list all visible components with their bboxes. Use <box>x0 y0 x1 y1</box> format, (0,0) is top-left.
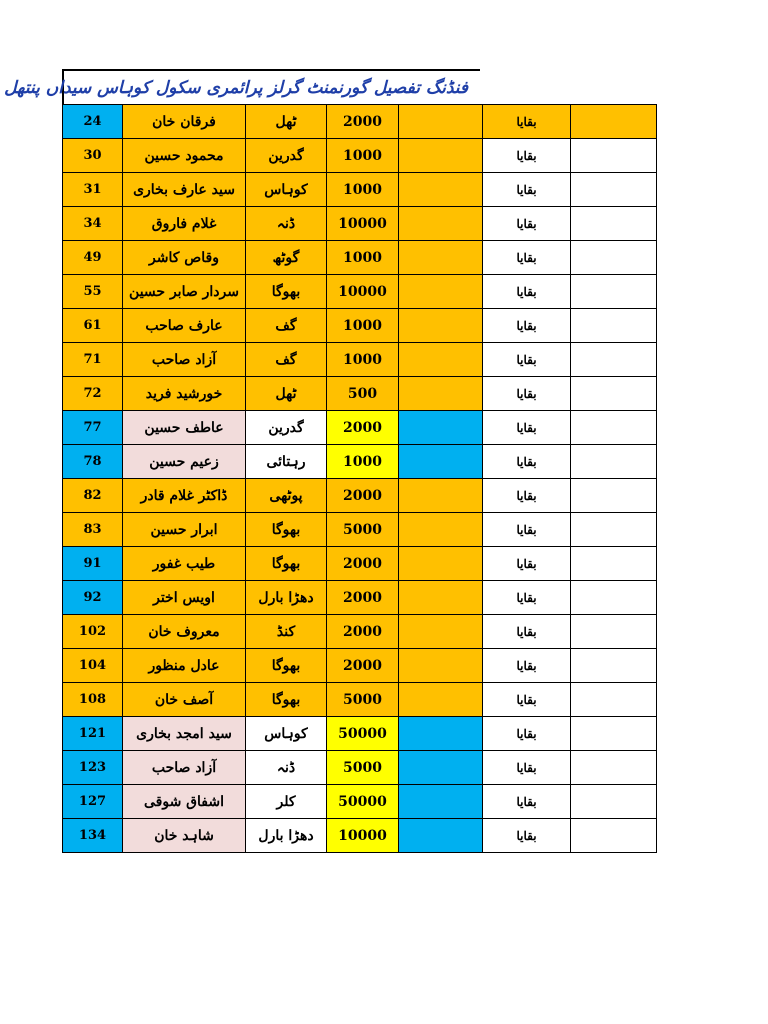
cell-status[interactable]: بقایا <box>483 139 571 173</box>
table-row <box>63 819 657 853</box>
cell-blank[interactable] <box>399 411 483 445</box>
cell-blank[interactable] <box>399 207 483 241</box>
table-row <box>63 139 657 173</box>
cell-extra[interactable] <box>571 241 657 275</box>
cell-amount[interactable]: 1000 <box>327 139 399 173</box>
cell-number[interactable]: 55 <box>63 275 123 309</box>
cell-extra[interactable] <box>571 105 657 139</box>
cell-status[interactable]: بقایا <box>483 241 571 275</box>
table-row <box>63 479 657 513</box>
cell-place[interactable]: پوٹھی <box>246 479 327 513</box>
cell-status[interactable]: بقایا <box>483 547 571 581</box>
table-row <box>63 547 657 581</box>
cell-blank[interactable] <box>399 343 483 377</box>
cell-amount[interactable]: 2000 <box>327 411 399 445</box>
cell-status[interactable]: بقایا <box>483 649 571 683</box>
table-row <box>63 513 657 547</box>
cell-amount[interactable]: 1000 <box>327 173 399 207</box>
cell-place[interactable]: ٹھل <box>246 105 327 139</box>
cell-status[interactable]: بقایا <box>483 479 571 513</box>
cell-extra[interactable] <box>571 411 657 445</box>
cell-amount[interactable]: 1000 <box>327 309 399 343</box>
cell-extra[interactable] <box>571 581 657 615</box>
cell-number[interactable]: 34 <box>63 207 123 241</box>
cell-place[interactable]: ٹھل <box>246 377 327 411</box>
table-row <box>63 785 657 819</box>
cell-place[interactable]: کوہاس <box>246 173 327 207</box>
cell-amount[interactable]: 2000 <box>327 479 399 513</box>
cell-blank[interactable] <box>399 751 483 785</box>
cell-name[interactable]: فرقان خان <box>123 105 246 139</box>
cell-extra[interactable] <box>571 615 657 649</box>
table-row <box>63 275 657 309</box>
cell-blank[interactable] <box>399 309 483 343</box>
cell-blank[interactable] <box>399 377 483 411</box>
cell-amount[interactable]: 1000 <box>327 445 399 479</box>
cell-name[interactable]: آصف خان <box>123 683 246 717</box>
cell-extra[interactable] <box>571 649 657 683</box>
cell-name[interactable]: طیب غفور <box>123 547 246 581</box>
cell-status[interactable]: بقایا <box>483 309 571 343</box>
cell-status[interactable]: بقایا <box>483 751 571 785</box>
cell-amount[interactable]: 2000 <box>327 615 399 649</box>
cell-name[interactable]: ڈاکٹر غلام قادر <box>123 479 246 513</box>
cell-status[interactable]: بقایا <box>483 173 571 207</box>
cell-status[interactable]: بقایا <box>483 445 571 479</box>
cell-name[interactable]: عارف صاحب <box>123 309 246 343</box>
cell-place[interactable]: گدرین <box>246 411 327 445</box>
cell-number[interactable]: 108 <box>63 683 123 717</box>
cell-extra[interactable] <box>571 207 657 241</box>
cell-blank[interactable] <box>399 615 483 649</box>
cell-number[interactable]: 83 <box>63 513 123 547</box>
cell-place[interactable]: بھوگا <box>246 275 327 309</box>
cell-amount[interactable]: 1000 <box>327 343 399 377</box>
cell-extra[interactable] <box>571 819 657 853</box>
cell-name[interactable]: عادل منظور <box>123 649 246 683</box>
cell-blank[interactable] <box>399 241 483 275</box>
cell-number[interactable]: 49 <box>63 241 123 275</box>
cell-number[interactable]: 102 <box>63 615 123 649</box>
cell-place[interactable]: کلر <box>246 785 327 819</box>
cell-extra[interactable] <box>571 479 657 513</box>
cell-place[interactable]: گوٹھ <box>246 241 327 275</box>
cell-number[interactable]: 82 <box>63 479 123 513</box>
cell-place[interactable]: گدرین <box>246 139 327 173</box>
cell-amount[interactable]: 2000 <box>327 649 399 683</box>
cell-name[interactable]: شاہد خان <box>123 819 246 853</box>
cell-amount[interactable]: 2000 <box>327 105 399 139</box>
cell-status[interactable]: بقایا <box>483 581 571 615</box>
cell-name[interactable]: اشفاق شوقی <box>123 785 246 819</box>
cell-place[interactable]: بھوگا <box>246 683 327 717</box>
cell-place[interactable]: رہتائی <box>246 445 327 479</box>
cell-blank[interactable] <box>399 139 483 173</box>
cell-number[interactable]: 91 <box>63 547 123 581</box>
cell-name[interactable]: آزاد صاحب <box>123 343 246 377</box>
cell-name[interactable]: زعیم حسین <box>123 445 246 479</box>
cell-amount[interactable]: 500 <box>327 377 399 411</box>
cell-blank[interactable] <box>399 547 483 581</box>
cell-amount[interactable]: 2000 <box>327 547 399 581</box>
cell-status[interactable]: بقایا <box>483 105 571 139</box>
cell-status[interactable]: بقایا <box>483 411 571 445</box>
cell-blank[interactable] <box>399 445 483 479</box>
cell-number[interactable]: 31 <box>63 173 123 207</box>
cell-place[interactable]: دھڑا بارل <box>246 581 327 615</box>
cell-extra[interactable] <box>571 751 657 785</box>
cell-extra[interactable] <box>571 717 657 751</box>
table-row <box>63 343 657 377</box>
funding-table <box>62 104 657 853</box>
table-row <box>63 411 657 445</box>
table-row <box>63 649 657 683</box>
cell-status[interactable]: بقایا <box>483 717 571 751</box>
cell-extra[interactable] <box>571 547 657 581</box>
table-row <box>63 207 657 241</box>
cell-name[interactable]: عاطف حسین <box>123 411 246 445</box>
table-row <box>63 241 657 275</box>
cell-blank[interactable] <box>399 819 483 853</box>
cell-blank[interactable] <box>399 785 483 819</box>
cell-number[interactable]: 71 <box>63 343 123 377</box>
table-row <box>63 717 657 751</box>
cell-place[interactable]: ڈنہ <box>246 751 327 785</box>
cell-name[interactable]: ابرار حسین <box>123 513 246 547</box>
cell-name[interactable]: آزاد صاحب <box>123 751 246 785</box>
cell-number[interactable]: 123 <box>63 751 123 785</box>
cell-number[interactable]: 121 <box>63 717 123 751</box>
cell-blank[interactable] <box>399 649 483 683</box>
cell-place[interactable]: بھوگا <box>246 649 327 683</box>
cell-amount[interactable]: 2000 <box>327 581 399 615</box>
table-row <box>63 445 657 479</box>
cell-number[interactable]: 78 <box>63 445 123 479</box>
table-row <box>63 751 657 785</box>
table-row <box>63 309 657 343</box>
cell-extra[interactable] <box>571 377 657 411</box>
sheet-title: فنڈنگ تفصیل گورنمنٹ گرلز پرائمری سکول کوہاس سیداں پنتھل <box>4 78 468 98</box>
cell-blank[interactable] <box>399 513 483 547</box>
cell-place[interactable]: بھوگا <box>246 513 327 547</box>
cell-blank[interactable] <box>399 717 483 751</box>
cell-amount[interactable]: 10000 <box>327 207 399 241</box>
cell-status[interactable]: بقایا <box>483 275 571 309</box>
table-row <box>63 615 657 649</box>
cell-amount[interactable]: 5000 <box>327 751 399 785</box>
cell-number[interactable]: 127 <box>63 785 123 819</box>
cell-place[interactable]: دھڑا بارل <box>246 819 327 853</box>
cell-blank[interactable] <box>399 683 483 717</box>
table-row <box>63 105 657 139</box>
cell-extra[interactable] <box>571 343 657 377</box>
cell-place[interactable]: کنڈ <box>246 615 327 649</box>
cell-blank[interactable] <box>399 479 483 513</box>
cell-status[interactable]: بقایا <box>483 819 571 853</box>
cell-place[interactable]: بھوگا <box>246 547 327 581</box>
cell-number[interactable]: 134 <box>63 819 123 853</box>
cell-name[interactable]: معروف خان <box>123 615 246 649</box>
cell-blank[interactable] <box>399 105 483 139</box>
cell-extra[interactable] <box>571 445 657 479</box>
cell-amount[interactable]: 5000 <box>327 683 399 717</box>
cell-extra[interactable] <box>571 139 657 173</box>
funding-table-body <box>63 105 657 853</box>
cell-status[interactable]: بقایا <box>483 683 571 717</box>
cell-status[interactable]: بقایا <box>483 785 571 819</box>
cell-extra[interactable] <box>571 275 657 309</box>
cell-amount[interactable]: 10000 <box>327 819 399 853</box>
cell-extra[interactable] <box>571 785 657 819</box>
cell-extra[interactable] <box>571 683 657 717</box>
cell-name[interactable]: سید عارف بخاری <box>123 173 246 207</box>
cell-number[interactable]: 24 <box>63 105 123 139</box>
table-row <box>63 683 657 717</box>
cell-number[interactable]: 72 <box>63 377 123 411</box>
table-row <box>63 377 657 411</box>
cell-number[interactable]: 30 <box>63 139 123 173</box>
cell-blank[interactable] <box>399 581 483 615</box>
cell-number[interactable]: 61 <box>63 309 123 343</box>
cell-status[interactable]: بقایا <box>483 615 571 649</box>
cell-number[interactable]: 92 <box>63 581 123 615</box>
cell-extra[interactable] <box>571 173 657 207</box>
cell-status[interactable]: بقایا <box>483 343 571 377</box>
cell-amount[interactable]: 10000 <box>327 275 399 309</box>
cell-name[interactable]: سردار صابر حسین <box>123 275 246 309</box>
cell-blank[interactable] <box>399 173 483 207</box>
cell-name[interactable]: سید امجد بخاری <box>123 717 246 751</box>
cell-place[interactable]: ڈنہ <box>246 207 327 241</box>
cell-amount[interactable]: 50000 <box>327 785 399 819</box>
cell-status[interactable]: بقایا <box>483 377 571 411</box>
cell-extra[interactable] <box>571 309 657 343</box>
table-row <box>63 173 657 207</box>
cell-amount[interactable]: 5000 <box>327 513 399 547</box>
cell-status[interactable]: بقایا <box>483 207 571 241</box>
cell-name[interactable]: خورشید فرید <box>123 377 246 411</box>
cell-blank[interactable] <box>399 275 483 309</box>
cell-extra[interactable] <box>571 513 657 547</box>
cell-name[interactable]: اویس اختر <box>123 581 246 615</box>
cell-number[interactable]: 104 <box>63 649 123 683</box>
cell-place[interactable]: گف <box>246 343 327 377</box>
cell-status[interactable]: بقایا <box>483 513 571 547</box>
cell-name[interactable]: غلام فاروق <box>123 207 246 241</box>
cell-name[interactable]: محمود حسین <box>123 139 246 173</box>
cell-place[interactable]: گف <box>246 309 327 343</box>
cell-amount[interactable]: 1000 <box>327 241 399 275</box>
sheet-title-cell[interactable] <box>4 69 480 104</box>
cell-place[interactable]: کوہاس <box>246 717 327 751</box>
cell-amount[interactable]: 50000 <box>327 717 399 751</box>
cell-name[interactable]: وقاص کاشر <box>123 241 246 275</box>
table-row <box>63 581 657 615</box>
cell-number[interactable]: 77 <box>63 411 123 445</box>
